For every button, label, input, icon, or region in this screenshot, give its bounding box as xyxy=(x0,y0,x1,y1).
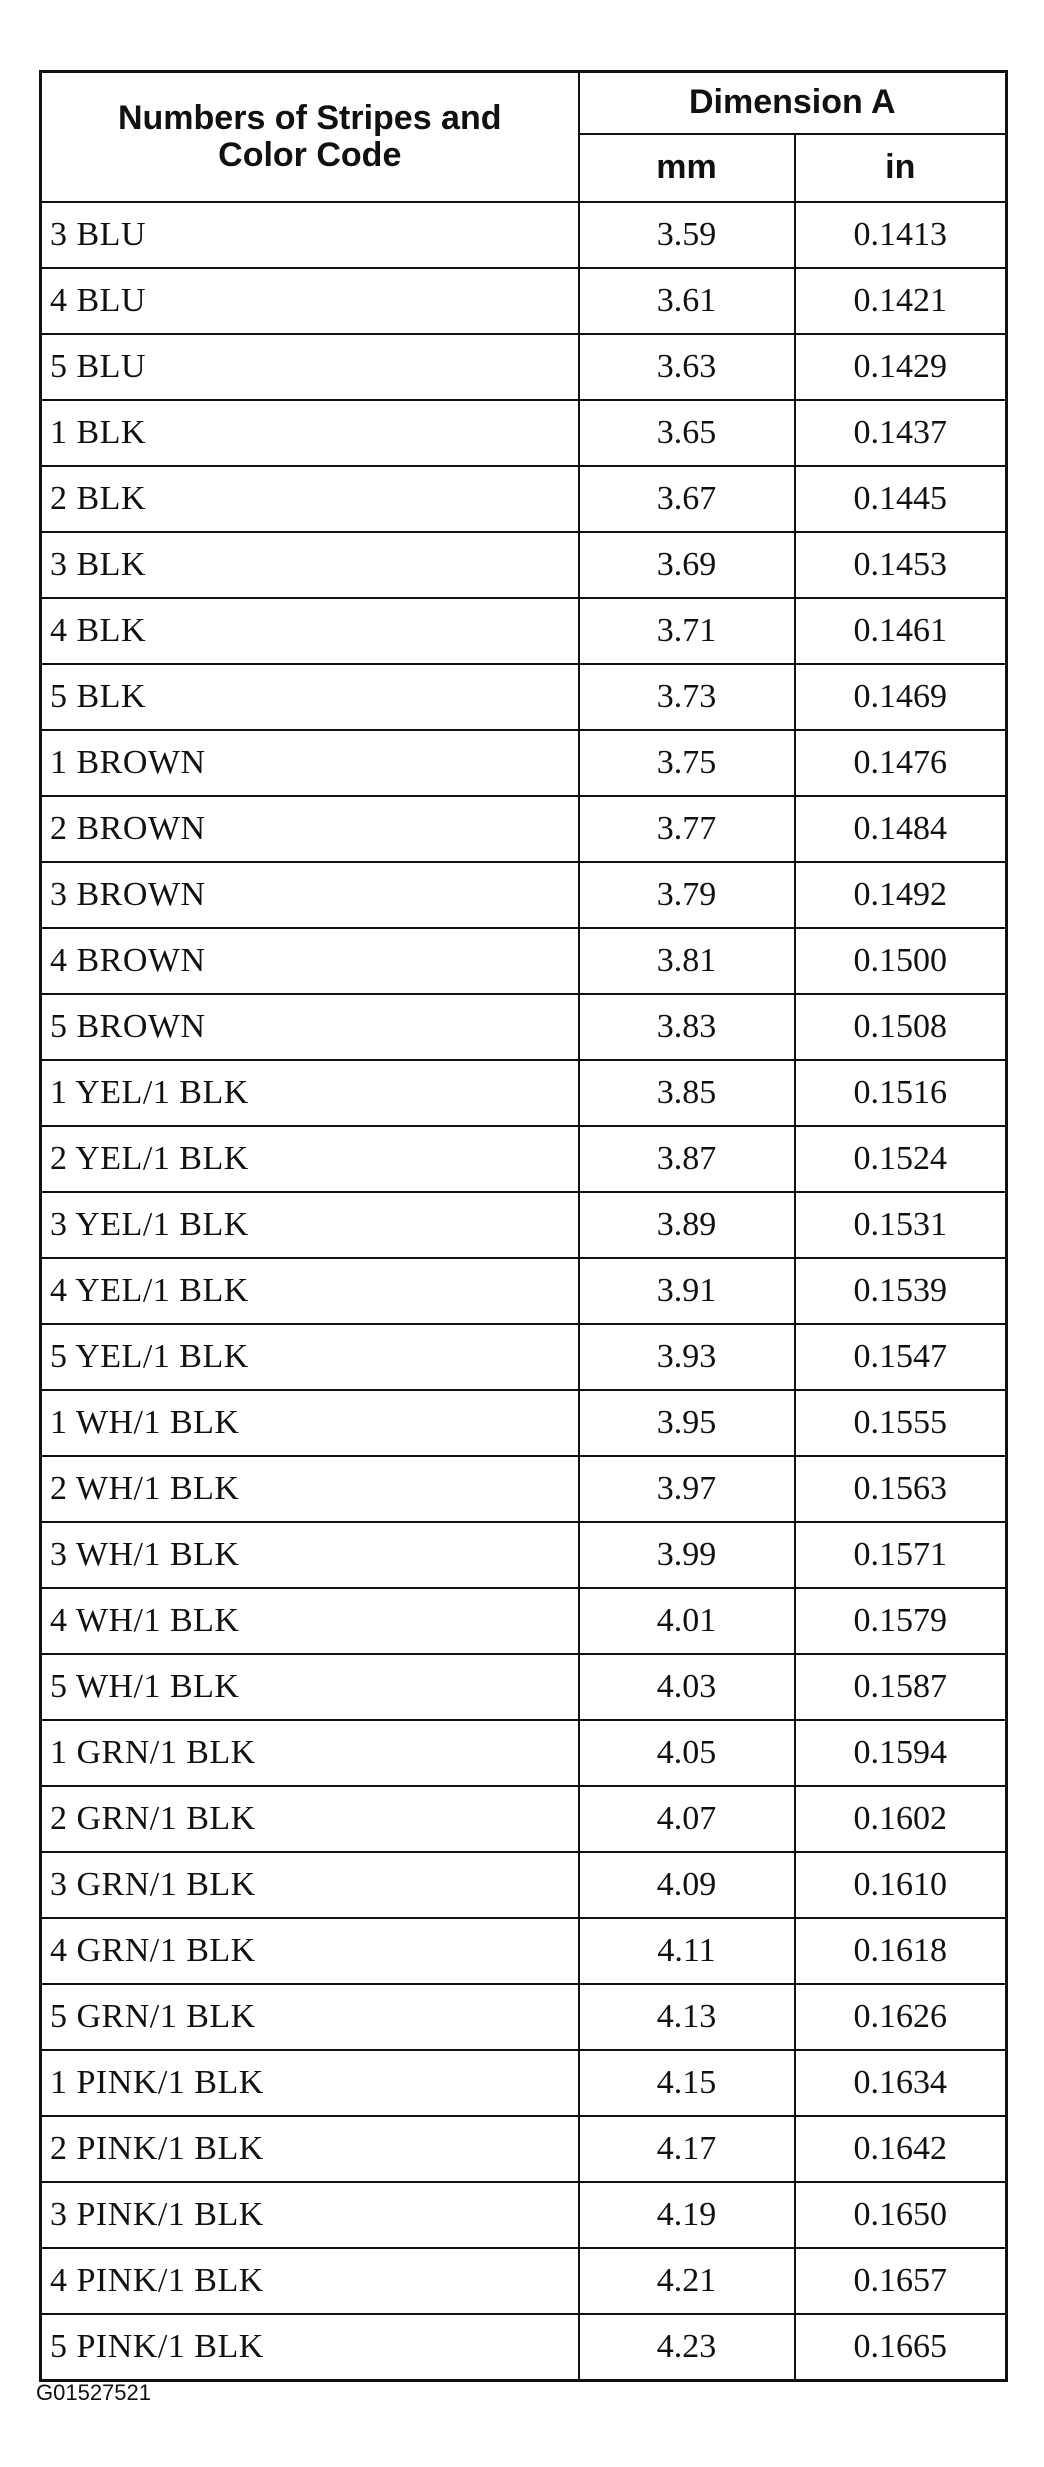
dimension-in-cell: 0.1594 xyxy=(795,1720,1007,1786)
dimension-in-cell: 0.1610 xyxy=(795,1852,1007,1918)
stripe-color-code-cell: 1 BLK xyxy=(41,400,579,466)
dimension-mm-cell: 4.09 xyxy=(579,1852,795,1918)
dimension-mm-cell: 3.97 xyxy=(579,1456,795,1522)
dimension-in-cell: 0.1618 xyxy=(795,1918,1007,1984)
stripe-color-code-cell: 1 WH/1 BLK xyxy=(41,1390,579,1456)
dimension-mm-cell: 3.69 xyxy=(579,532,795,598)
dimension-mm-cell: 4.01 xyxy=(579,1588,795,1654)
table-row xyxy=(41,2182,1007,2248)
dimension-in-cell: 0.1429 xyxy=(795,334,1007,400)
stripe-color-code-cell: 2 BROWN xyxy=(41,796,579,862)
table-row xyxy=(41,796,1007,862)
stripe-color-code-cell: 3 WH/1 BLK xyxy=(41,1522,579,1588)
stripe-color-code-cell: 4 BLK xyxy=(41,598,579,664)
dimension-mm-cell: 4.21 xyxy=(579,2248,795,2314)
dimension-in-cell: 0.1476 xyxy=(795,730,1007,796)
table-row xyxy=(41,1984,1007,2050)
dimension-mm-cell: 3.93 xyxy=(579,1324,795,1390)
dimension-mm-cell: 3.65 xyxy=(579,400,795,466)
stripe-color-code-cell: 4 WH/1 BLK xyxy=(41,1588,579,1654)
table-row xyxy=(41,2248,1007,2314)
dimension-mm-cell: 3.59 xyxy=(579,202,795,268)
table-row xyxy=(41,1522,1007,1588)
table-row xyxy=(41,1918,1007,1984)
figure-id: G01527521 xyxy=(36,2380,151,2405)
dimension-in-cell: 0.1461 xyxy=(795,598,1007,664)
dimension-mm-cell: 3.71 xyxy=(579,598,795,664)
table-row xyxy=(41,1258,1007,1324)
stripe-color-code-cell: 2 GRN/1 BLK xyxy=(41,1786,579,1852)
dimension-mm-cell: 4.11 xyxy=(579,1918,795,1984)
table-row xyxy=(41,202,1007,268)
dimension-table-container xyxy=(39,70,1005,2382)
dimension-in-cell: 0.1445 xyxy=(795,466,1007,532)
stripe-color-code-cell: 3 BROWN xyxy=(41,862,579,928)
table-row xyxy=(41,598,1007,664)
dimension-mm-cell: 3.87 xyxy=(579,1126,795,1192)
dimension-in-cell: 0.1602 xyxy=(795,1786,1007,1852)
stripe-color-code-cell: 5 GRN/1 BLK xyxy=(41,1984,579,2050)
dimension-mm-cell: 3.81 xyxy=(579,928,795,994)
stripe-color-code-cell: 4 PINK/1 BLK xyxy=(41,2248,579,2314)
table-row xyxy=(41,664,1007,730)
dimension-in-cell: 0.1555 xyxy=(795,1390,1007,1456)
stripe-color-code-cell: 1 BROWN xyxy=(41,730,579,796)
dimension-mm-cell: 4.13 xyxy=(579,1984,795,2050)
stripe-color-code-cell: 4 YEL/1 BLK xyxy=(41,1258,579,1324)
dimension-in-cell: 0.1492 xyxy=(795,862,1007,928)
table-row xyxy=(41,2050,1007,2116)
table-row xyxy=(41,928,1007,994)
dimension-in-cell: 0.1657 xyxy=(795,2248,1007,2314)
dimension-mm-cell: 3.63 xyxy=(579,334,795,400)
table-row xyxy=(41,994,1007,1060)
stripe-color-code-cell: 3 BLU xyxy=(41,202,579,268)
table-row xyxy=(41,1192,1007,1258)
dimension-mm-cell: 4.19 xyxy=(579,2182,795,2248)
dimension-mm-cell: 3.91 xyxy=(579,1258,795,1324)
table-header xyxy=(41,72,1007,203)
table-row xyxy=(41,1852,1007,1918)
table-body xyxy=(41,202,1007,2381)
dimension-in-cell: 0.1500 xyxy=(795,928,1007,994)
dimension-mm-cell: 4.07 xyxy=(579,1786,795,1852)
dimension-mm-cell: 4.03 xyxy=(579,1654,795,1720)
dimension-mm-cell: 4.15 xyxy=(579,2050,795,2116)
header-row-top xyxy=(41,72,1007,135)
dimension-mm-cell: 3.73 xyxy=(579,664,795,730)
table-row xyxy=(41,268,1007,334)
table-row xyxy=(41,334,1007,400)
dimension-in-cell: 0.1650 xyxy=(795,2182,1007,2248)
dimension-in-cell: 0.1524 xyxy=(795,1126,1007,1192)
stripe-color-code-cell: 3 GRN/1 BLK xyxy=(41,1852,579,1918)
dimension-mm-cell: 3.67 xyxy=(579,466,795,532)
table-row xyxy=(41,730,1007,796)
table-row xyxy=(41,2314,1007,2381)
dimension-mm-cell: 3.99 xyxy=(579,1522,795,1588)
dimension-in-cell: 0.1587 xyxy=(795,1654,1007,1720)
table-row xyxy=(41,400,1007,466)
dimension-mm-cell: 3.77 xyxy=(579,796,795,862)
dimension-in-cell: 0.1531 xyxy=(795,1192,1007,1258)
dimension-in-cell: 0.1484 xyxy=(795,796,1007,862)
stripe-color-code-cell: 5 YEL/1 BLK xyxy=(41,1324,579,1390)
stripe-color-code-cell: 5 BROWN xyxy=(41,994,579,1060)
table-row xyxy=(41,1126,1007,1192)
stripe-color-code-cell: 3 YEL/1 BLK xyxy=(41,1192,579,1258)
dimension-in-cell: 0.1469 xyxy=(795,664,1007,730)
table-row xyxy=(41,1786,1007,1852)
dimension-in-cell: 0.1539 xyxy=(795,1258,1007,1324)
dimension-mm-cell: 4.23 xyxy=(579,2314,795,2381)
dimension-in-cell: 0.1421 xyxy=(795,268,1007,334)
table-row xyxy=(41,862,1007,928)
dimension-in-cell: 0.1547 xyxy=(795,1324,1007,1390)
dimension-in-cell: 0.1453 xyxy=(795,532,1007,598)
dimension-in-cell: 0.1634 xyxy=(795,2050,1007,2116)
dimension-mm-cell: 3.75 xyxy=(579,730,795,796)
stripe-color-code-cell: 1 YEL/1 BLK xyxy=(41,1060,579,1126)
dimension-mm-cell: 3.85 xyxy=(579,1060,795,1126)
header-stripes-line2: Color Code xyxy=(218,136,402,174)
dimension-mm-cell: 4.05 xyxy=(579,1720,795,1786)
header-dimension-a: Dimension A xyxy=(579,72,1007,135)
dimension-in-cell: 0.1642 xyxy=(795,2116,1007,2182)
stripe-color-code-cell: 5 BLU xyxy=(41,334,579,400)
stripe-color-code-cell: 5 BLK xyxy=(41,664,579,730)
dimension-in-cell: 0.1626 xyxy=(795,1984,1007,2050)
dimension-mm-cell: 3.83 xyxy=(579,994,795,1060)
stripe-color-code-cell: 2 PINK/1 BLK xyxy=(41,2116,579,2182)
dimension-in-cell: 0.1516 xyxy=(795,1060,1007,1126)
header-stripes-color-code xyxy=(41,72,579,203)
table-row xyxy=(41,1060,1007,1126)
dimension-in-cell: 0.1563 xyxy=(795,1456,1007,1522)
stripe-color-code-cell: 1 PINK/1 BLK xyxy=(41,2050,579,2116)
dimension-mm-cell: 4.17 xyxy=(579,2116,795,2182)
stripe-color-code-cell: 3 BLK xyxy=(41,532,579,598)
table-row xyxy=(41,1588,1007,1654)
stripe-color-code-cell: 4 BLU xyxy=(41,268,579,334)
dimension-in-cell: 0.1571 xyxy=(795,1522,1007,1588)
table-row xyxy=(41,1324,1007,1390)
dimension-mm-cell: 3.95 xyxy=(579,1390,795,1456)
dimension-in-cell: 0.1413 xyxy=(795,202,1007,268)
header-unit-mm: mm xyxy=(579,134,795,202)
stripe-dimension-table xyxy=(39,70,1008,2382)
table-row xyxy=(41,1720,1007,1786)
stripe-color-code-cell: 5 PINK/1 BLK xyxy=(41,2314,579,2381)
stripe-color-code-cell: 4 GRN/1 BLK xyxy=(41,1918,579,1984)
header-unit-in: in xyxy=(795,134,1007,202)
stripe-color-code-cell: 2 WH/1 BLK xyxy=(41,1456,579,1522)
stripe-color-code-cell: 5 WH/1 BLK xyxy=(41,1654,579,1720)
dimension-in-cell: 0.1508 xyxy=(795,994,1007,1060)
table-row xyxy=(41,532,1007,598)
table-row xyxy=(41,1390,1007,1456)
dimension-in-cell: 0.1665 xyxy=(795,2314,1007,2381)
table-row xyxy=(41,466,1007,532)
dimension-mm-cell: 3.89 xyxy=(579,1192,795,1258)
dimension-mm-cell: 3.79 xyxy=(579,862,795,928)
dimension-mm-cell: 3.61 xyxy=(579,268,795,334)
stripe-color-code-cell: 3 PINK/1 BLK xyxy=(41,2182,579,2248)
table-row xyxy=(41,2116,1007,2182)
stripe-color-code-cell: 2 BLK xyxy=(41,466,579,532)
stripe-color-code-cell: 2 YEL/1 BLK xyxy=(41,1126,579,1192)
table-row xyxy=(41,1654,1007,1720)
dimension-in-cell: 0.1437 xyxy=(795,400,1007,466)
table-row xyxy=(41,1456,1007,1522)
header-stripes-line1: Numbers of Stripes and xyxy=(117,98,502,137)
stripe-color-code-cell: 4 BROWN xyxy=(41,928,579,994)
dimension-in-cell: 0.1579 xyxy=(795,1588,1007,1654)
stripe-color-code-cell: 1 GRN/1 BLK xyxy=(41,1720,579,1786)
